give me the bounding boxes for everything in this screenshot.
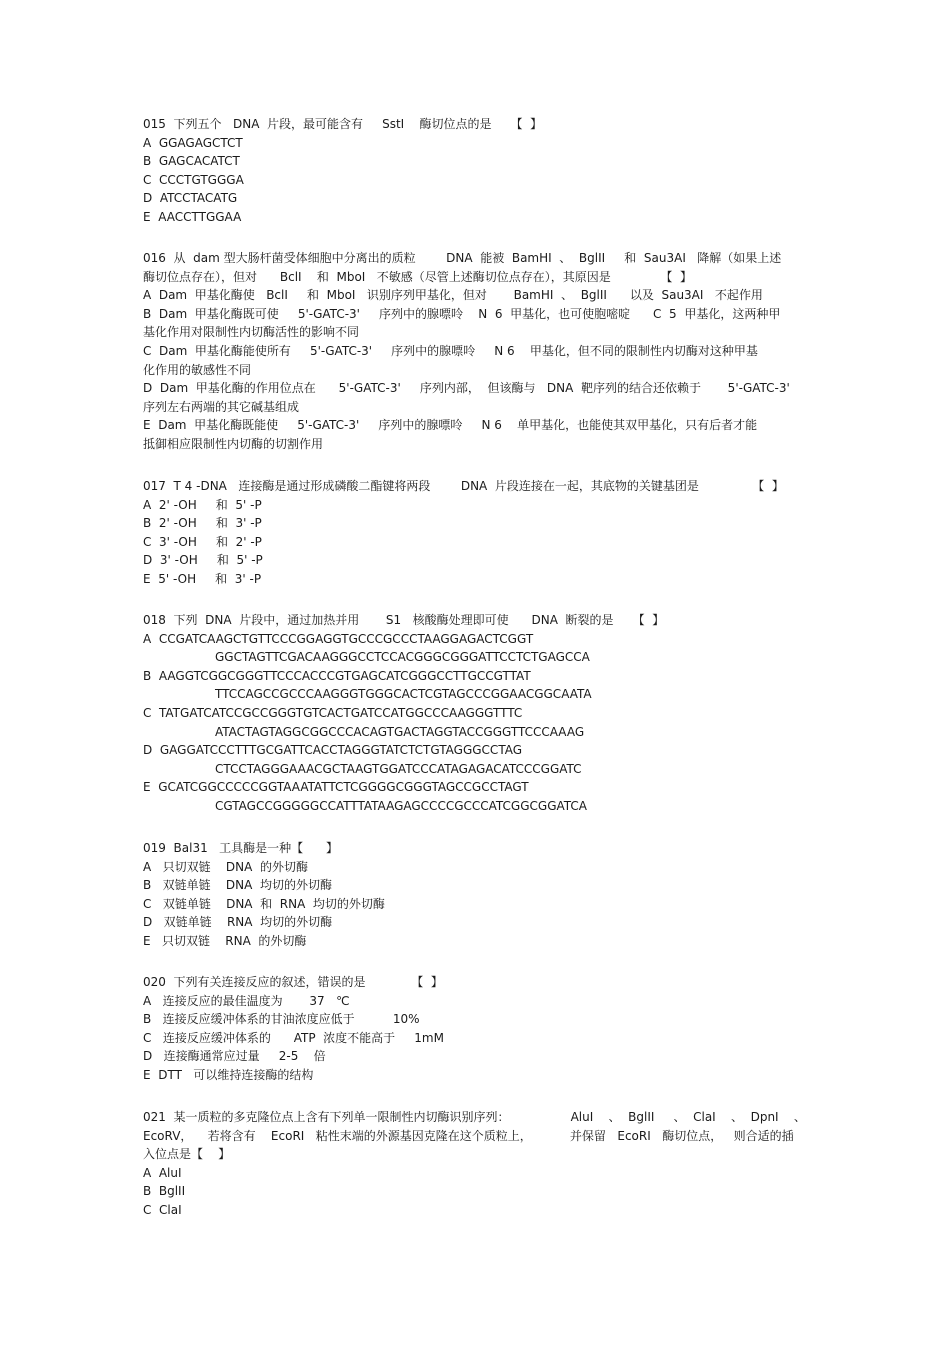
option-d: D ATCCTACATG xyxy=(143,191,238,206)
option-d: D 3' -OH 和 5' -P xyxy=(143,553,263,568)
option-a: A 连接反应的最佳温度为 37 ℃ xyxy=(143,993,350,1008)
option-e-strand-2: CGTAGCCGGGGGCCATTTATAAGAGCCCCGCCCATCGGCGGATCA xyxy=(215,798,587,813)
question-stem: 017 T 4 -DNA 连接酶是通过形成磷酸二酯键将两段 DNA 片段连接在一起，其底物的关键基团是 【 】 xyxy=(143,479,784,493)
option-c: C ClaI xyxy=(143,1202,182,1217)
option-d-strand-2: CTCCTAGGGAAACGCTAAGTGGATCCCATAGAGACATCCCGGATC xyxy=(215,761,582,776)
option-b: B BglII xyxy=(143,1184,186,1199)
option-d: D Dam 甲基化酶的作用位点在 5'-GATC-3' 序列内部， 但该酶与 DNA 靶序列的结合还依赖于 5'-GATC-3' xyxy=(143,381,790,396)
question-stem-cont: 入位点是【 】 xyxy=(143,1147,231,1162)
option-e: E AACCTTGGAA xyxy=(143,209,242,224)
option-c-cont: 化作用的敏感性不同 xyxy=(143,362,252,377)
question-017 xyxy=(143,477,808,589)
question-020 xyxy=(143,973,808,1085)
question-stem: 020 下列有关连接反应的叙述，错误的是 【 】 xyxy=(143,975,443,989)
option-c-strand-1: C TATGATCATCCGCCGGGTGTCACTGATCCATGGCCCAAGGGTTTC xyxy=(143,705,523,720)
option-b-strand-2: TTCCAGCCGCCCAAGGGTGGGCACTCGTAGCCCGGAACGGCAATA xyxy=(215,687,592,702)
option-a: A AluI xyxy=(143,1165,182,1180)
option-e-strand-1: E GCATCGGCCCCCGGTAAATATTCTCGGGGCGGGTAGCCGCCTAGT xyxy=(143,780,529,795)
option-e: E Dam 甲基化酶既能使 5'-GATC-3' 序列中的腺嘌呤 N 6 单甲基化，也能使其双甲基化，只有后者才能 xyxy=(143,418,758,433)
question-021 xyxy=(143,1108,808,1220)
question-stem: 019 Bal31 工具酶是一种【 】 xyxy=(143,841,339,855)
option-a: A 只切双链 DNA 的外切酶 xyxy=(143,859,308,874)
option-c: C 连接反应缓冲体系的 ATP 浓度不能高于 1mM xyxy=(143,1030,444,1045)
question-stem: 015 下列五个 DNA 片段，最可能含有 SstI 酶切位点的是 【 】 xyxy=(143,117,543,131)
option-c: C Dam 甲基化酶能使所有 5'-GATC-3' 序列中的腺嘌呤 N 6 甲基化，但不同的限制性内切酶对这种甲基 xyxy=(143,343,758,358)
question-015 xyxy=(143,115,808,227)
option-c: C CCCTGTGGGA xyxy=(143,172,244,187)
option-b: B 双链单链 DNA 均切的外切酶 xyxy=(143,878,332,893)
option-c-strand-2: ATACTAGTAGGCGGCCCACAGTGACTAGGTACCGGGTTCCCAAAG xyxy=(215,724,585,739)
question-stem: 016 从 dam 型大肠杆菌受体细胞中分离出的质粒 DNA 能被 BamHI 、 BglII 和 Sau3AI 降解（如果上述 xyxy=(143,251,782,265)
question-stem-cont: 酶切位点存在），但对 BclI 和 MboI 不敏感（尽管上述酶切位点存在），其原因是 【 】 xyxy=(143,269,692,284)
question-stem: 021 某一质粒的多克隆位点上含有下列单一限制性内切酶识别序列： AluI 、 BglII 、 ClaI 、 DpnI 、 xyxy=(143,1110,806,1124)
question-019 xyxy=(143,839,808,951)
question-stem-cont: EcoRV， 若将含有 EcoRI 粘性末端的外源基因克隆在这个质粒上， 并保留 EcoRI 酶切位点， 则合适的插 xyxy=(143,1128,794,1143)
option-e: E 只切双链 RNA 的外切酶 xyxy=(143,933,307,948)
option-e: E DTT 可以维持连接酶的结构 xyxy=(143,1067,314,1082)
option-e-cont: 抵御相应限制性内切酶的切割作用 xyxy=(143,436,324,451)
option-a-strand-2: GGCTAGTTCGACAAGGGCCTCCACGGGCGGGATTCCTCTGAGCCA xyxy=(215,650,590,665)
question-018 xyxy=(143,611,808,816)
option-c: C 3' -OH 和 2' -P xyxy=(143,534,262,549)
option-a: A Dam 甲基化酶使 BclI 和 MboI 识别序列甲基化，但对 BamHI 、 BglII 以及 Sau3AI 不起作用 xyxy=(143,288,763,303)
option-e: E 5' -OH 和 3' -P xyxy=(143,571,262,586)
option-b: B GAGCACATCT xyxy=(143,154,240,169)
option-b: B 2' -OH 和 3' -P xyxy=(143,516,262,531)
option-d-strand-1: D GAGGATCCCTTTGCGATTCACCTAGGGTATCTCTGTAGGGCCTAG xyxy=(143,743,523,758)
option-d: D 连接酶通常应过量 2-5 倍 xyxy=(143,1049,326,1064)
option-b-cont: 基化作用对限制性内切酶活性的影响不同 xyxy=(143,325,360,340)
option-b: B 连接反应缓冲体系的甘油浓度应低于 10% xyxy=(143,1012,420,1027)
option-b: B Dam 甲基化酶既可使 5'-GATC-3' 序列中的腺嘌呤 N 6 甲基化，也可使胞嘧啶 C 5 甲基化，这两种甲 xyxy=(143,306,781,321)
option-d: D 双链单链 RNA 均切的外切酶 xyxy=(143,915,333,930)
option-a: A 2' -OH 和 5' -P xyxy=(143,497,262,512)
option-d-cont: 序列左右两端的其它碱基组成 xyxy=(143,399,300,414)
question-stem: 018 下列 DNA 片段中，通过加热并用 S1 核酸酶处理即可使 DNA 断裂的是 【 】 xyxy=(143,613,665,627)
question-016 xyxy=(143,249,808,454)
option-c: C 双链单链 DNA 和 RNA 均切的外切酶 xyxy=(143,896,385,911)
option-a: A GGAGAGCTCT xyxy=(143,135,243,150)
option-b-strand-1: B AAGGTCGGCGGGTTCCCACCCGTGAGCATCGGGCCTTGCCGTTAT xyxy=(143,668,531,683)
option-a-strand-1: A CCGATCAAGCTGTTCCCGGAGGTGCCCGCCCTAAGGAGACTCGGT xyxy=(143,631,534,646)
